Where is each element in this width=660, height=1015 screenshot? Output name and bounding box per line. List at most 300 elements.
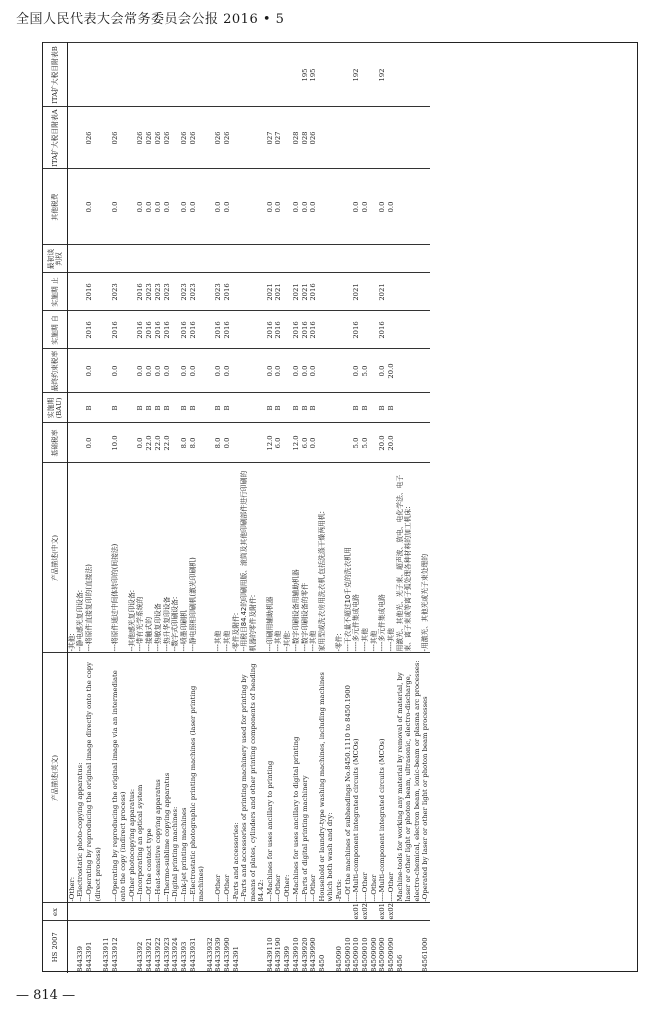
cell-inr (214, 245, 223, 273)
cell-inr (361, 245, 370, 273)
cell-bau (102, 393, 111, 423)
table-row (370, 43, 379, 973)
cell-a (352, 107, 361, 169)
cell-from: 2016 (145, 311, 154, 349)
cell-en: ---Electrostatic photographic printing machines (laser printing machines) (189, 653, 206, 903)
cell-base: 22.0 (145, 423, 154, 463)
cell-b (274, 43, 283, 107)
cell-from (318, 311, 335, 349)
table-row (361, 43, 370, 973)
cell-odc (206, 169, 215, 245)
table-row (76, 43, 85, 973)
column-header: 最初谈判权 (43, 245, 68, 273)
cell-final (206, 349, 215, 393)
cell-a (318, 107, 335, 169)
cell-bau: B (352, 393, 361, 423)
cell-from (361, 311, 370, 349)
cell-b (154, 43, 163, 107)
cell-bau: B (214, 393, 223, 423)
cell-to (102, 273, 111, 311)
cell-zh: ---其他 (214, 463, 223, 653)
cell-b (396, 43, 421, 107)
cell-a (370, 107, 379, 169)
cell-zh: --静电感光复印设备: (76, 463, 85, 653)
column-header: ITA扩大税目附表B (43, 43, 68, 107)
cell-ex (318, 903, 335, 921)
column-header: ex (43, 903, 68, 921)
cell-a: 026 (111, 107, 128, 169)
cell-bau (344, 393, 353, 423)
cell-ex (335, 903, 344, 921)
cell-to: 2021 (352, 273, 361, 311)
cell-ex: ex02 (387, 903, 395, 920)
table-row (301, 43, 310, 973)
cell-from (344, 311, 353, 349)
cell-zh: ---其他 (309, 463, 318, 653)
cell-final: 0.0 (266, 349, 275, 393)
cell-to (361, 273, 370, 311)
cell-b (361, 43, 370, 107)
cell-to: 2016 (136, 273, 145, 311)
table-row (180, 43, 189, 973)
cell-inr (370, 245, 379, 273)
cell-en (102, 653, 111, 903)
cell-base: 8.0 (214, 423, 223, 463)
cell-base: 0.0 (223, 423, 232, 463)
cell-inr (309, 245, 318, 273)
cell-final: 0.0 (136, 349, 145, 393)
cell-b (335, 43, 344, 107)
cell-final: 0.0 (309, 349, 318, 393)
cell-inr (111, 245, 128, 273)
cell-odc (318, 169, 335, 245)
table-row (223, 43, 232, 973)
cell-hs: 844339 (76, 921, 85, 973)
cell-a (335, 107, 344, 169)
cell-to (387, 273, 396, 311)
cell-ex (283, 903, 292, 921)
cell-hs: 84433924 (171, 921, 180, 973)
cell-bau: B (266, 393, 275, 423)
cell-a: 026 (85, 107, 102, 169)
cell-en (206, 653, 215, 903)
cell-a: 026 (214, 107, 223, 169)
cell-zh: ---静电照相印刷机(激光印刷机) (189, 463, 206, 653)
cell-bau: B (180, 393, 189, 423)
cell-to (68, 273, 77, 311)
cell-base: 10.0 (111, 423, 128, 463)
cell-bau (128, 393, 137, 423)
cell-b (163, 43, 172, 107)
cell-b (68, 43, 77, 107)
cell-to (283, 273, 292, 311)
cell-to (370, 273, 379, 311)
cell-base: 6.0 (301, 423, 310, 463)
cell-b (171, 43, 180, 107)
cell-en: ---Machines for uses ancillary to digital printing (292, 653, 301, 903)
rotated-table-container (43, 43, 639, 973)
cell-hs (68, 921, 77, 973)
cell-odc (171, 169, 180, 245)
table-row (128, 43, 137, 973)
cell-final: 0.0 (145, 349, 154, 393)
cell-b (189, 43, 206, 107)
cell-en: ---Heat-sensitive copying apparatus (154, 653, 163, 903)
cell-hs: 84433922 (154, 921, 163, 973)
page-header: 全国人民代表大会常务委员会公报 2016 • 5 (16, 12, 285, 27)
cell-zh: ---将原件直接复印的(直接法) (85, 463, 102, 653)
cell-zh: ---将原件通过中间体转印的(间接法) (111, 463, 128, 653)
cell-odc (128, 169, 137, 245)
column-header: 其他税费 (43, 169, 68, 245)
cell-to (421, 273, 430, 311)
cell-base (396, 423, 421, 463)
cell-ex (344, 903, 353, 921)
cell-b (318, 43, 335, 107)
cell-base: 5.0 (352, 423, 361, 463)
cell-odc: 0.0 (111, 169, 128, 245)
cell-base: 12.0 (266, 423, 275, 463)
cell-base: 8.0 (189, 423, 206, 463)
cell-zh: ---接触式的 (145, 463, 154, 653)
cell-zh: -零件: (335, 463, 344, 653)
cell-zh: ---热升华复印设备 (163, 463, 172, 653)
cell-odc: 0.0 (85, 169, 102, 245)
cell-hs: 84439910 (292, 921, 301, 973)
cell-inr (232, 245, 241, 273)
cell-ex (171, 903, 180, 921)
tariff-table (43, 43, 430, 974)
cell-to (206, 273, 215, 311)
cell-from: 2016 (352, 311, 361, 349)
cell-en: --Digital printing machines: (171, 653, 180, 903)
cell-b (206, 43, 215, 107)
cell-base (128, 423, 137, 463)
cell-odc: 0.0 (163, 169, 172, 245)
cell-final (421, 349, 430, 393)
cell-odc: 0.0 (301, 169, 310, 245)
cell-zh: --用税目84.42的印刷用版、滚筒及其他印刷部件进行印刷的机器的零件及附件: (240, 463, 265, 653)
cell-a: 026 (180, 107, 189, 169)
cell-ex (421, 903, 430, 921)
cell-ex (76, 903, 85, 921)
cell-a (378, 107, 387, 169)
cell-from: 2016 (111, 311, 128, 349)
cell-inr (163, 245, 172, 273)
cell-a: 026 (136, 107, 145, 169)
cell-from: 2016 (85, 311, 102, 349)
cell-final (318, 349, 335, 393)
cell-en: -Parts and accessories: (232, 653, 241, 903)
cell-to (232, 273, 241, 311)
table-row (274, 43, 283, 973)
cell-ex (396, 903, 421, 921)
column-header: 产品描述(中文) (43, 463, 68, 653)
cell-hs (240, 921, 265, 973)
cell-hs: 84439920 (301, 921, 310, 973)
cell-b: 192 (378, 43, 387, 107)
cell-en: ---Parts of digital printing machinery (301, 653, 310, 903)
cell-en: --Electrostatic photo-copying apparatus: (76, 653, 85, 903)
cell-final: 0.0 (163, 349, 172, 393)
cell-ex: ex01 (378, 903, 387, 920)
cell-zh: ---其他 (223, 463, 232, 653)
cell-zh (206, 463, 215, 653)
cell-en: ---Of the machines of subheadings No.8450.1110 to 8450.1900 (344, 653, 353, 903)
cell-inr (206, 245, 215, 273)
cell-to: 2021 (266, 273, 275, 311)
cell-hs: 8443391 (85, 921, 102, 973)
cell-to: 2023 (180, 273, 189, 311)
cell-bau (318, 393, 335, 423)
cell-from (206, 311, 215, 349)
column-header: HS 2007 (43, 921, 68, 973)
cell-zh: -用激光、其他光或光子束处理的 (421, 463, 430, 653)
cell-from: 2016 (301, 311, 310, 349)
cell-a (102, 107, 111, 169)
column-header: 最终约束税率 (43, 349, 68, 393)
cell-odc: 0.0 (274, 169, 283, 245)
cell-zh: ---印刷用辅助机器 (266, 463, 275, 653)
cell-final (102, 349, 111, 393)
cell-zh: ---数字印刷设备的零件 (301, 463, 310, 653)
table-row (335, 43, 344, 973)
cell-from (68, 311, 77, 349)
cell-b (283, 43, 292, 107)
cell-en: ---Operating by reproducing the original image directly onto the copy (direct process) (85, 653, 102, 903)
cell-from: 2016 (292, 311, 301, 349)
cell-b (240, 43, 265, 107)
cell-bau (171, 393, 180, 423)
cell-a: 026 (163, 107, 172, 169)
cell-to (396, 273, 421, 311)
cell-base (68, 423, 77, 463)
cell-en: ---Other (214, 653, 223, 903)
cell-to: 2023 (214, 273, 223, 311)
table-row (396, 43, 421, 973)
cell-bau: B (223, 393, 232, 423)
cell-odc: 0.0 (214, 169, 223, 245)
cell-final: 0.0 (111, 349, 128, 393)
cell-a (344, 107, 353, 169)
cell-bau: B (111, 393, 128, 423)
cell-final (68, 349, 77, 393)
cell-hs: 8450 (318, 921, 335, 973)
cell-from (76, 311, 85, 349)
cell-en: ---Other (309, 653, 318, 903)
cell-ex (301, 903, 310, 921)
cell-b (292, 43, 301, 107)
cell-from: 2016 (223, 311, 232, 349)
table-row (145, 43, 154, 973)
table-row (283, 43, 292, 973)
cell-ex: ex01 (352, 903, 361, 920)
cell-from: 2016 (266, 311, 275, 349)
cell-zh: ---热敏复印设备 (154, 463, 163, 653)
cell-zh: ----其他 (361, 463, 370, 653)
cell-odc: 0.0 (378, 169, 387, 245)
cell-en: ----Other (361, 653, 370, 903)
cell-zh: 家用型或洗衣房用洗衣机,包括洗涤干燥两用机: (318, 463, 335, 653)
cell-from (387, 311, 396, 349)
cell-bau (68, 393, 77, 423)
cell-zh: ----其他 (387, 463, 396, 653)
cell-bau: B (154, 393, 163, 423)
cell-from: 2016 (378, 311, 387, 349)
column-header: 实施期 自 (43, 311, 68, 349)
cell-hs: 84509090 (378, 921, 387, 973)
cell-bau: B (301, 393, 310, 423)
cell-odc: 0.0 (309, 169, 318, 245)
cell-a: 027 (266, 107, 275, 169)
cell-a (361, 107, 370, 169)
cell-base: 22.0 (154, 423, 163, 463)
table-row (292, 43, 301, 973)
cell-from: 2016 (180, 311, 189, 349)
cell-from: 2016 (163, 311, 172, 349)
cell-base: 8.0 (180, 423, 189, 463)
cell-from (128, 311, 137, 349)
cell-ex (309, 903, 318, 921)
cell-a: 027 (274, 107, 283, 169)
cell-base (240, 423, 265, 463)
cell-en: ---Machines for uses ancillary to printing (266, 653, 275, 903)
cell-b (266, 43, 275, 107)
cell-a (206, 107, 215, 169)
cell-odc (396, 169, 421, 245)
cell-inr (68, 245, 77, 273)
cell-hs: 84439110 (266, 921, 275, 973)
cell-ex (274, 903, 283, 921)
cell-b (223, 43, 232, 107)
cell-ex (232, 903, 241, 921)
cell-odc (240, 169, 265, 245)
cell-a: 026 (223, 107, 232, 169)
cell-ex: ex02 (360, 903, 369, 920)
cell-inr (76, 245, 85, 273)
cell-hs: 84433912 (111, 921, 128, 973)
cell-from (171, 311, 180, 349)
cell-inr (171, 245, 180, 273)
cell-to: 2016 (223, 273, 232, 311)
cell-to (318, 273, 335, 311)
cell-final: 0.0 (274, 349, 283, 393)
cell-inr (102, 245, 111, 273)
cell-bau (240, 393, 265, 423)
cell-odc: 0.0 (361, 169, 370, 245)
cell-ex (85, 903, 102, 921)
cell-en: -Other: (68, 653, 77, 903)
table-row (378, 43, 387, 973)
cell-bau: B (378, 393, 387, 423)
cell-inr (292, 245, 301, 273)
cell-ex (206, 903, 215, 921)
cell-odc: 0.0 (154, 169, 163, 245)
cell-final: 0.0 (292, 349, 301, 393)
cell-ex (292, 903, 301, 921)
cell-en: ----Other (387, 653, 396, 903)
cell-ex (180, 903, 189, 921)
cell-inr (344, 245, 353, 273)
cell-from (335, 311, 344, 349)
cell-base: 5.0 (361, 423, 370, 463)
cell-bau: B (361, 393, 370, 423)
cell-a: 026 (189, 107, 206, 169)
cell-hs: 84509010 (352, 921, 361, 973)
cell-ex (145, 903, 154, 921)
cell-final (76, 349, 85, 393)
cell-from (421, 311, 430, 349)
cell-inr (266, 245, 275, 273)
cell-odc: 0.0 (387, 169, 396, 245)
cell-a (232, 107, 241, 169)
cell-inr (154, 245, 163, 273)
cell-a (68, 107, 77, 169)
cell-to (240, 273, 265, 311)
cell-final: 0.0 (223, 349, 232, 393)
cell-odc: 0.0 (136, 169, 145, 245)
cell-hs: 844399 (283, 921, 292, 973)
cell-base: 6.0 (274, 423, 283, 463)
cell-to: 2023 (163, 273, 172, 311)
cell-inr (396, 245, 421, 273)
cell-zh: --其他: (283, 463, 292, 653)
cell-bau: B (163, 393, 172, 423)
table-row (136, 43, 145, 973)
cell-b (232, 43, 241, 107)
cell-zh: 用激光、其他光、光子束、超声波、放电、电化学法、电子束、离子束或等离子弧处理各种材料的加工机床: (396, 463, 421, 653)
cell-bau (421, 393, 430, 423)
cell-a (128, 107, 137, 169)
cell-inr (283, 245, 292, 273)
cell-bau: B (292, 393, 301, 423)
cell-from (102, 311, 111, 349)
table-row (240, 43, 265, 973)
table-row (387, 43, 396, 973)
cell-bau (206, 393, 215, 423)
cell-inr (274, 245, 283, 273)
cell-base: 0.0 (309, 423, 318, 463)
cell-b (421, 43, 430, 107)
table-row (163, 43, 172, 973)
table-row (206, 43, 215, 973)
cell-en: -Operated by laser or other light or photon beam processes (421, 653, 430, 903)
cell-final: 0.0 (214, 349, 223, 393)
cell-en: ----Multi-component integrated circuits (MCOs) (352, 653, 361, 903)
cell-zh: ----多元件集成电路 (352, 463, 361, 653)
cell-zh: ---喷墨印刷机 (180, 463, 189, 653)
cell-to (344, 273, 353, 311)
cell-base: 0.0 (136, 423, 145, 463)
cell-zh: ---带有光学系统的 (136, 463, 145, 653)
cell-bau (232, 393, 241, 423)
cell-base (335, 423, 344, 463)
cell-hs: 84433932 (206, 921, 215, 973)
cell-inr (85, 245, 102, 273)
cell-inr (378, 245, 387, 273)
cell-en: ---Other (370, 653, 379, 903)
cell-en: -Parts: (335, 653, 344, 903)
cell-odc (283, 169, 292, 245)
cell-a: 026 (309, 107, 318, 169)
cell-base: 22.0 (163, 423, 172, 463)
cell-from: 2016 (214, 311, 223, 349)
cell-base (421, 423, 430, 463)
cell-odc (344, 169, 353, 245)
cell-ex (136, 903, 145, 921)
cell-odc (232, 169, 241, 245)
cell-final: 0.0 (85, 349, 102, 393)
